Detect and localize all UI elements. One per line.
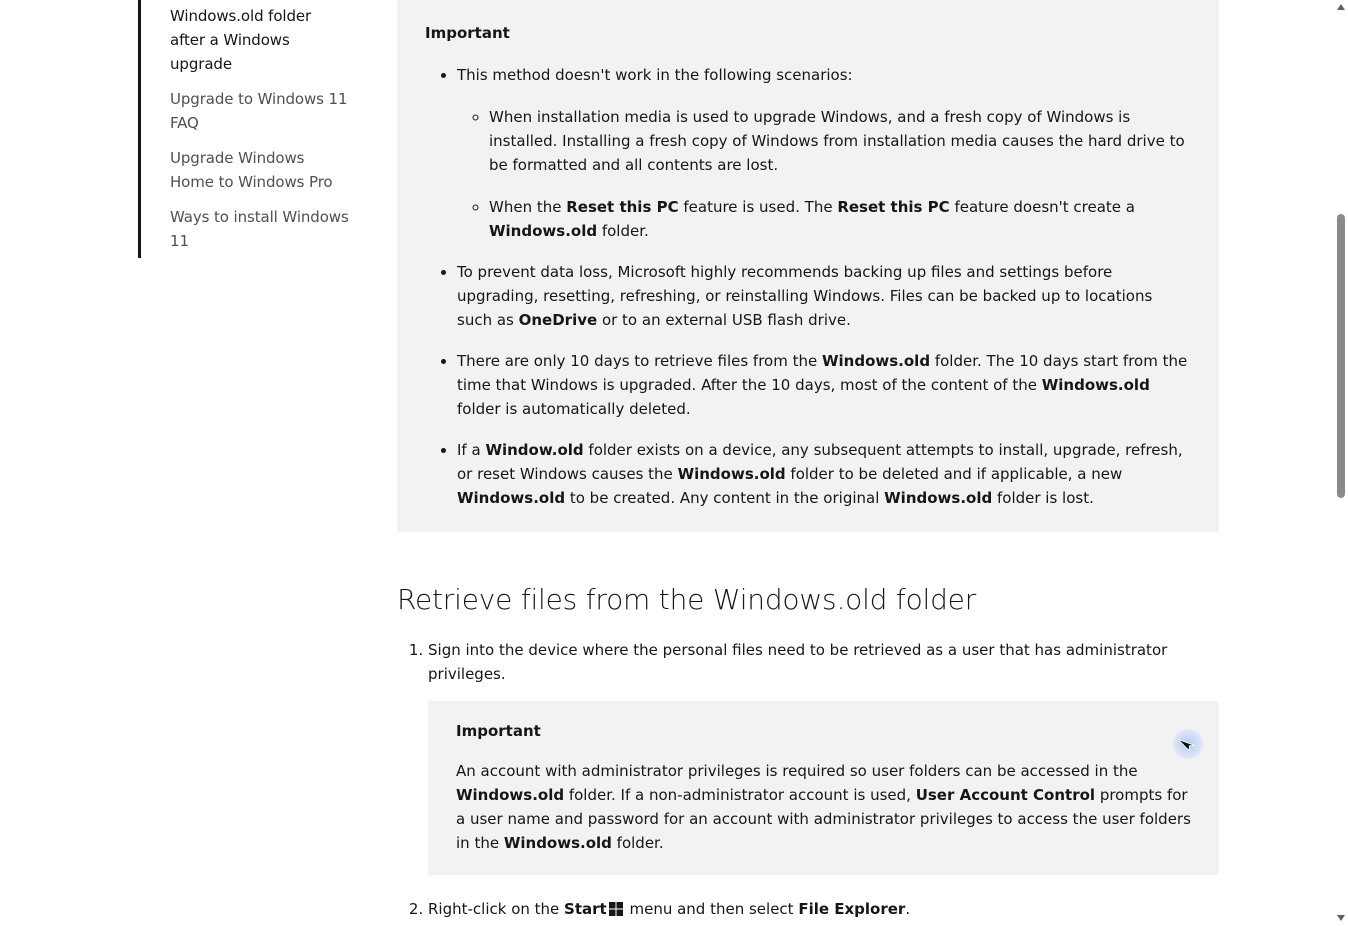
bold-term: Windows.old [457,489,566,507]
bold-term: Reset this PC [837,198,950,216]
text: menu and then select [624,900,799,918]
bullet-text: When installation media is used to upgrade Windows, and a fresh copy of Windows is installed. Installing a fresh copy of Windows from installation media causes the hard drive to be formatted and all contents are lost. [489,108,1185,174]
text: folder. [611,834,664,852]
text: folder. The 10 days start from the time that Windows is upgraded. After the 10 days, most of the content of the [457,352,1188,394]
text: to be created. Any content in the original [565,489,885,507]
list-item [489,195,1191,243]
toc-item-upgrade-home-to-pro[interactable]: Upgrade Windows Home to Windows Pro [170,149,333,191]
step-important-alert [428,701,1219,875]
text: feature is used. The [678,198,838,216]
bold-term: Start [564,900,607,918]
alert-text [456,759,1191,855]
steps-list [397,638,1219,921]
text: Right-click on the [428,900,565,918]
list-item [457,260,1191,332]
bold-term: Windows.old [821,352,931,370]
bold-term: OneDrive [518,311,598,329]
scroll-up-arrow-icon[interactable] [1337,4,1345,10]
sub-bullet-list [457,105,1191,243]
list-item [457,63,1191,243]
text: An account with administrator privileges is required so user folders can be accessed in the [456,762,1138,780]
text: When the [489,198,567,216]
toc-item-ways-to-install[interactable]: Ways to install Windows 11 [170,208,349,250]
text: . [905,900,911,918]
text: folder exists on a device, any subsequent attempts to install, upgrade, refresh, or reset Windows causes the [457,441,1183,483]
bold-term: Windows.old [489,222,598,240]
text: There are only 10 days to retrieve files from the [457,352,822,370]
windows-logo-icon [609,902,623,916]
scroll-down-arrow-icon[interactable] [1337,915,1345,921]
bold-term: Windows.old [884,489,993,507]
bold-term: File Explorer [798,900,906,918]
bold-term: Windows.old [1041,376,1150,394]
bold-term: Windows.old [456,786,565,804]
text: folder is automatically deleted. [457,400,691,418]
text: folder is lost. [992,489,1094,507]
cursor-arrow-icon [1180,735,1198,753]
toc-item-upgrade-faq[interactable]: Upgrade to Windows 11 FAQ [170,90,348,132]
bold-term: Windows.old [503,834,612,852]
step-text: Sign into the device where the personal files need to be retrieved as a user that has administrator privileges. [428,641,1168,683]
alert-bullet-list [425,63,1191,510]
list-item [457,349,1191,421]
bold-term: Windows.old [677,465,786,483]
step-item [428,638,1219,875]
text: folder. If a non-administrator account is used, [564,786,916,804]
section-title: Retrieve files from the Windows.old folder [397,583,977,616]
text: folder to be deleted and if applicable, a new [785,465,1123,483]
bold-term: User Account Control [915,786,1096,804]
important-alert [397,0,1219,532]
table-of-contents [138,0,358,258]
toc-item-retrieve-files[interactable]: Windows.old folder after a Windows upgrade [170,7,312,73]
mouse-cursor [1172,728,1204,760]
list-item [489,105,1191,177]
text: or to an external USB flash drive. [597,311,851,329]
bold-term: Reset this PC [566,198,679,216]
list-item [457,438,1191,510]
bullet-text: This method doesn't work in the following scenarios: [457,66,853,84]
step-item [428,897,1219,921]
alert-title: Important [425,24,510,42]
text: prompts for a user name and password for an account with administrator privileges to access the user folders in the [456,786,1191,852]
bold-term: Window.old [485,441,584,459]
text: folder. [597,222,649,240]
article-content [397,0,1219,926]
scroll-thumb[interactable] [1337,214,1345,498]
vertical-scrollbar[interactable] [1334,0,1348,926]
text: If a [457,441,486,459]
alert-title: Important [456,722,541,740]
text: To prevent data loss, Microsoft highly recommends backing up files and settings before upgrading, resetting, refreshing, or reinstalling Windows. Files can be backed up to locations such as [457,263,1153,329]
text: feature doesn't create a [949,198,1135,216]
